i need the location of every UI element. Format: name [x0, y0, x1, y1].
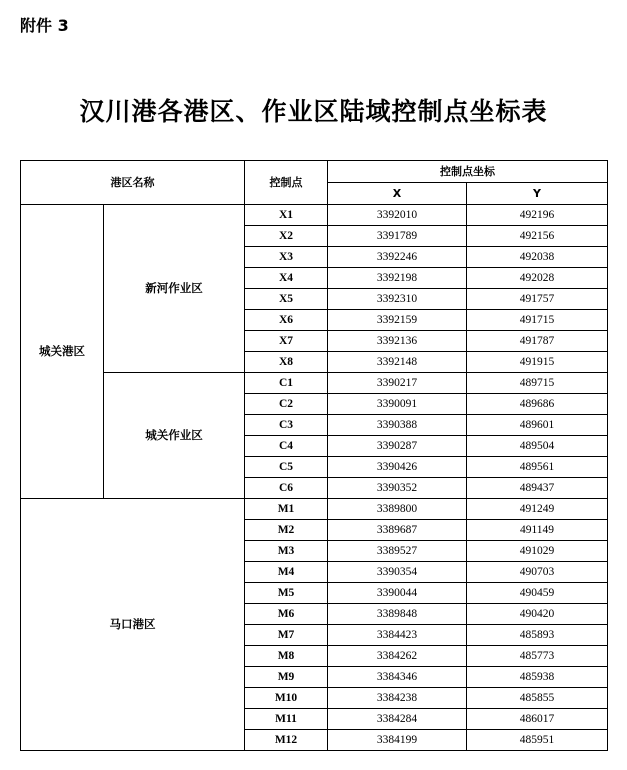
control-point-cell: C4	[245, 436, 328, 457]
y-coordinate-cell: 485773	[467, 646, 608, 667]
control-point-cell: M4	[245, 562, 328, 583]
control-point-cell: X5	[245, 289, 328, 310]
y-coordinate-cell: 489601	[467, 415, 608, 436]
control-point-cell: X1	[245, 205, 328, 226]
table-row	[21, 205, 608, 226]
control-point-cell: M2	[245, 520, 328, 541]
y-coordinate-cell: 490703	[467, 562, 608, 583]
x-coordinate-cell: 3384284	[328, 709, 467, 730]
y-coordinate-cell: 489504	[467, 436, 608, 457]
y-coordinate-cell: 491249	[467, 499, 608, 520]
x-coordinate-cell: 3390287	[328, 436, 467, 457]
port-area-name: 城关港区	[21, 205, 104, 499]
y-coordinate-cell: 492038	[467, 247, 608, 268]
y-coordinate-cell: 485951	[467, 730, 608, 751]
y-coordinate-cell: 485938	[467, 667, 608, 688]
port-area-name: 马口港区	[21, 499, 245, 751]
x-coordinate-cell: 3384346	[328, 667, 467, 688]
control-point-cell: C3	[245, 415, 328, 436]
x-coordinate-cell: 3392159	[328, 310, 467, 331]
y-coordinate-cell: 491915	[467, 352, 608, 373]
y-coordinate-cell: 491787	[467, 331, 608, 352]
y-coordinate-cell: 486017	[467, 709, 608, 730]
y-coordinate-cell: 489715	[467, 373, 608, 394]
x-coordinate-cell: 3389848	[328, 604, 467, 625]
control-point-cell: M11	[245, 709, 328, 730]
header-control-point: 控制点	[245, 161, 328, 205]
x-coordinate-cell: 3392136	[328, 331, 467, 352]
x-coordinate-cell: 3390217	[328, 373, 467, 394]
work-zone-name: 新河作业区	[104, 205, 245, 373]
x-coordinate-cell: 3389800	[328, 499, 467, 520]
y-coordinate-cell: 485893	[467, 625, 608, 646]
x-coordinate-cell: 3390091	[328, 394, 467, 415]
y-coordinate-cell: 491029	[467, 541, 608, 562]
control-point-cell: M5	[245, 583, 328, 604]
x-coordinate-cell: 3384423	[328, 625, 467, 646]
x-coordinate-cell: 3390354	[328, 562, 467, 583]
control-point-table	[20, 160, 608, 751]
x-coordinate-cell: 3384262	[328, 646, 467, 667]
x-coordinate-cell: 3391789	[328, 226, 467, 247]
control-point-cell: M1	[245, 499, 328, 520]
control-point-cell: X3	[245, 247, 328, 268]
control-point-cell: X6	[245, 310, 328, 331]
header-port-area: 港区名称	[21, 161, 245, 205]
y-coordinate-cell: 489437	[467, 478, 608, 499]
x-coordinate-cell: 3392198	[328, 268, 467, 289]
control-point-cell: M12	[245, 730, 328, 751]
control-point-cell: M8	[245, 646, 328, 667]
x-coordinate-cell: 3384199	[328, 730, 467, 751]
y-coordinate-cell: 492028	[467, 268, 608, 289]
control-point-cell: C1	[245, 373, 328, 394]
y-coordinate-cell: 485855	[467, 688, 608, 709]
x-coordinate-cell: 3390044	[328, 583, 467, 604]
control-point-cell: M6	[245, 604, 328, 625]
y-coordinate-cell: 492196	[467, 205, 608, 226]
y-coordinate-cell: 490459	[467, 583, 608, 604]
y-coordinate-cell: 489686	[467, 394, 608, 415]
y-coordinate-cell: 490420	[467, 604, 608, 625]
table-row	[21, 373, 608, 394]
control-point-cell: C5	[245, 457, 328, 478]
y-coordinate-cell: 489561	[467, 457, 608, 478]
x-coordinate-cell: 3390426	[328, 457, 467, 478]
control-point-cell: X4	[245, 268, 328, 289]
x-coordinate-cell: 3392310	[328, 289, 467, 310]
header-coordinates: 控制点坐标	[328, 161, 608, 183]
x-coordinate-cell: 3389527	[328, 541, 467, 562]
x-coordinate-cell: 3389687	[328, 520, 467, 541]
control-point-cell: M9	[245, 667, 328, 688]
y-coordinate-cell: 491757	[467, 289, 608, 310]
header-x: X	[328, 183, 467, 205]
x-coordinate-cell: 3384238	[328, 688, 467, 709]
control-point-cell: X8	[245, 352, 328, 373]
control-point-cell: M7	[245, 625, 328, 646]
work-zone-name: 城关作业区	[104, 373, 245, 499]
y-coordinate-cell: 491149	[467, 520, 608, 541]
control-point-cell: X7	[245, 331, 328, 352]
page-title: 汉川港各港区、作业区陆域控制点坐标表	[79, 97, 548, 126]
header-row	[21, 161, 608, 183]
table-row	[21, 499, 608, 520]
x-coordinate-cell: 3392246	[328, 247, 467, 268]
x-coordinate-cell: 3390388	[328, 415, 467, 436]
table-body	[21, 161, 608, 751]
control-point-cell: M3	[245, 541, 328, 562]
y-coordinate-cell: 491715	[467, 310, 608, 331]
attachment-label: 附件 3	[20, 16, 69, 35]
x-coordinate-cell: 3390352	[328, 478, 467, 499]
x-coordinate-cell: 3392148	[328, 352, 467, 373]
control-point-cell: M10	[245, 688, 328, 709]
x-coordinate-cell: 3392010	[328, 205, 467, 226]
control-point-cell: C6	[245, 478, 328, 499]
header-y: Y	[467, 183, 608, 205]
y-coordinate-cell: 492156	[467, 226, 608, 247]
control-point-cell: X2	[245, 226, 328, 247]
control-point-cell: C2	[245, 394, 328, 415]
